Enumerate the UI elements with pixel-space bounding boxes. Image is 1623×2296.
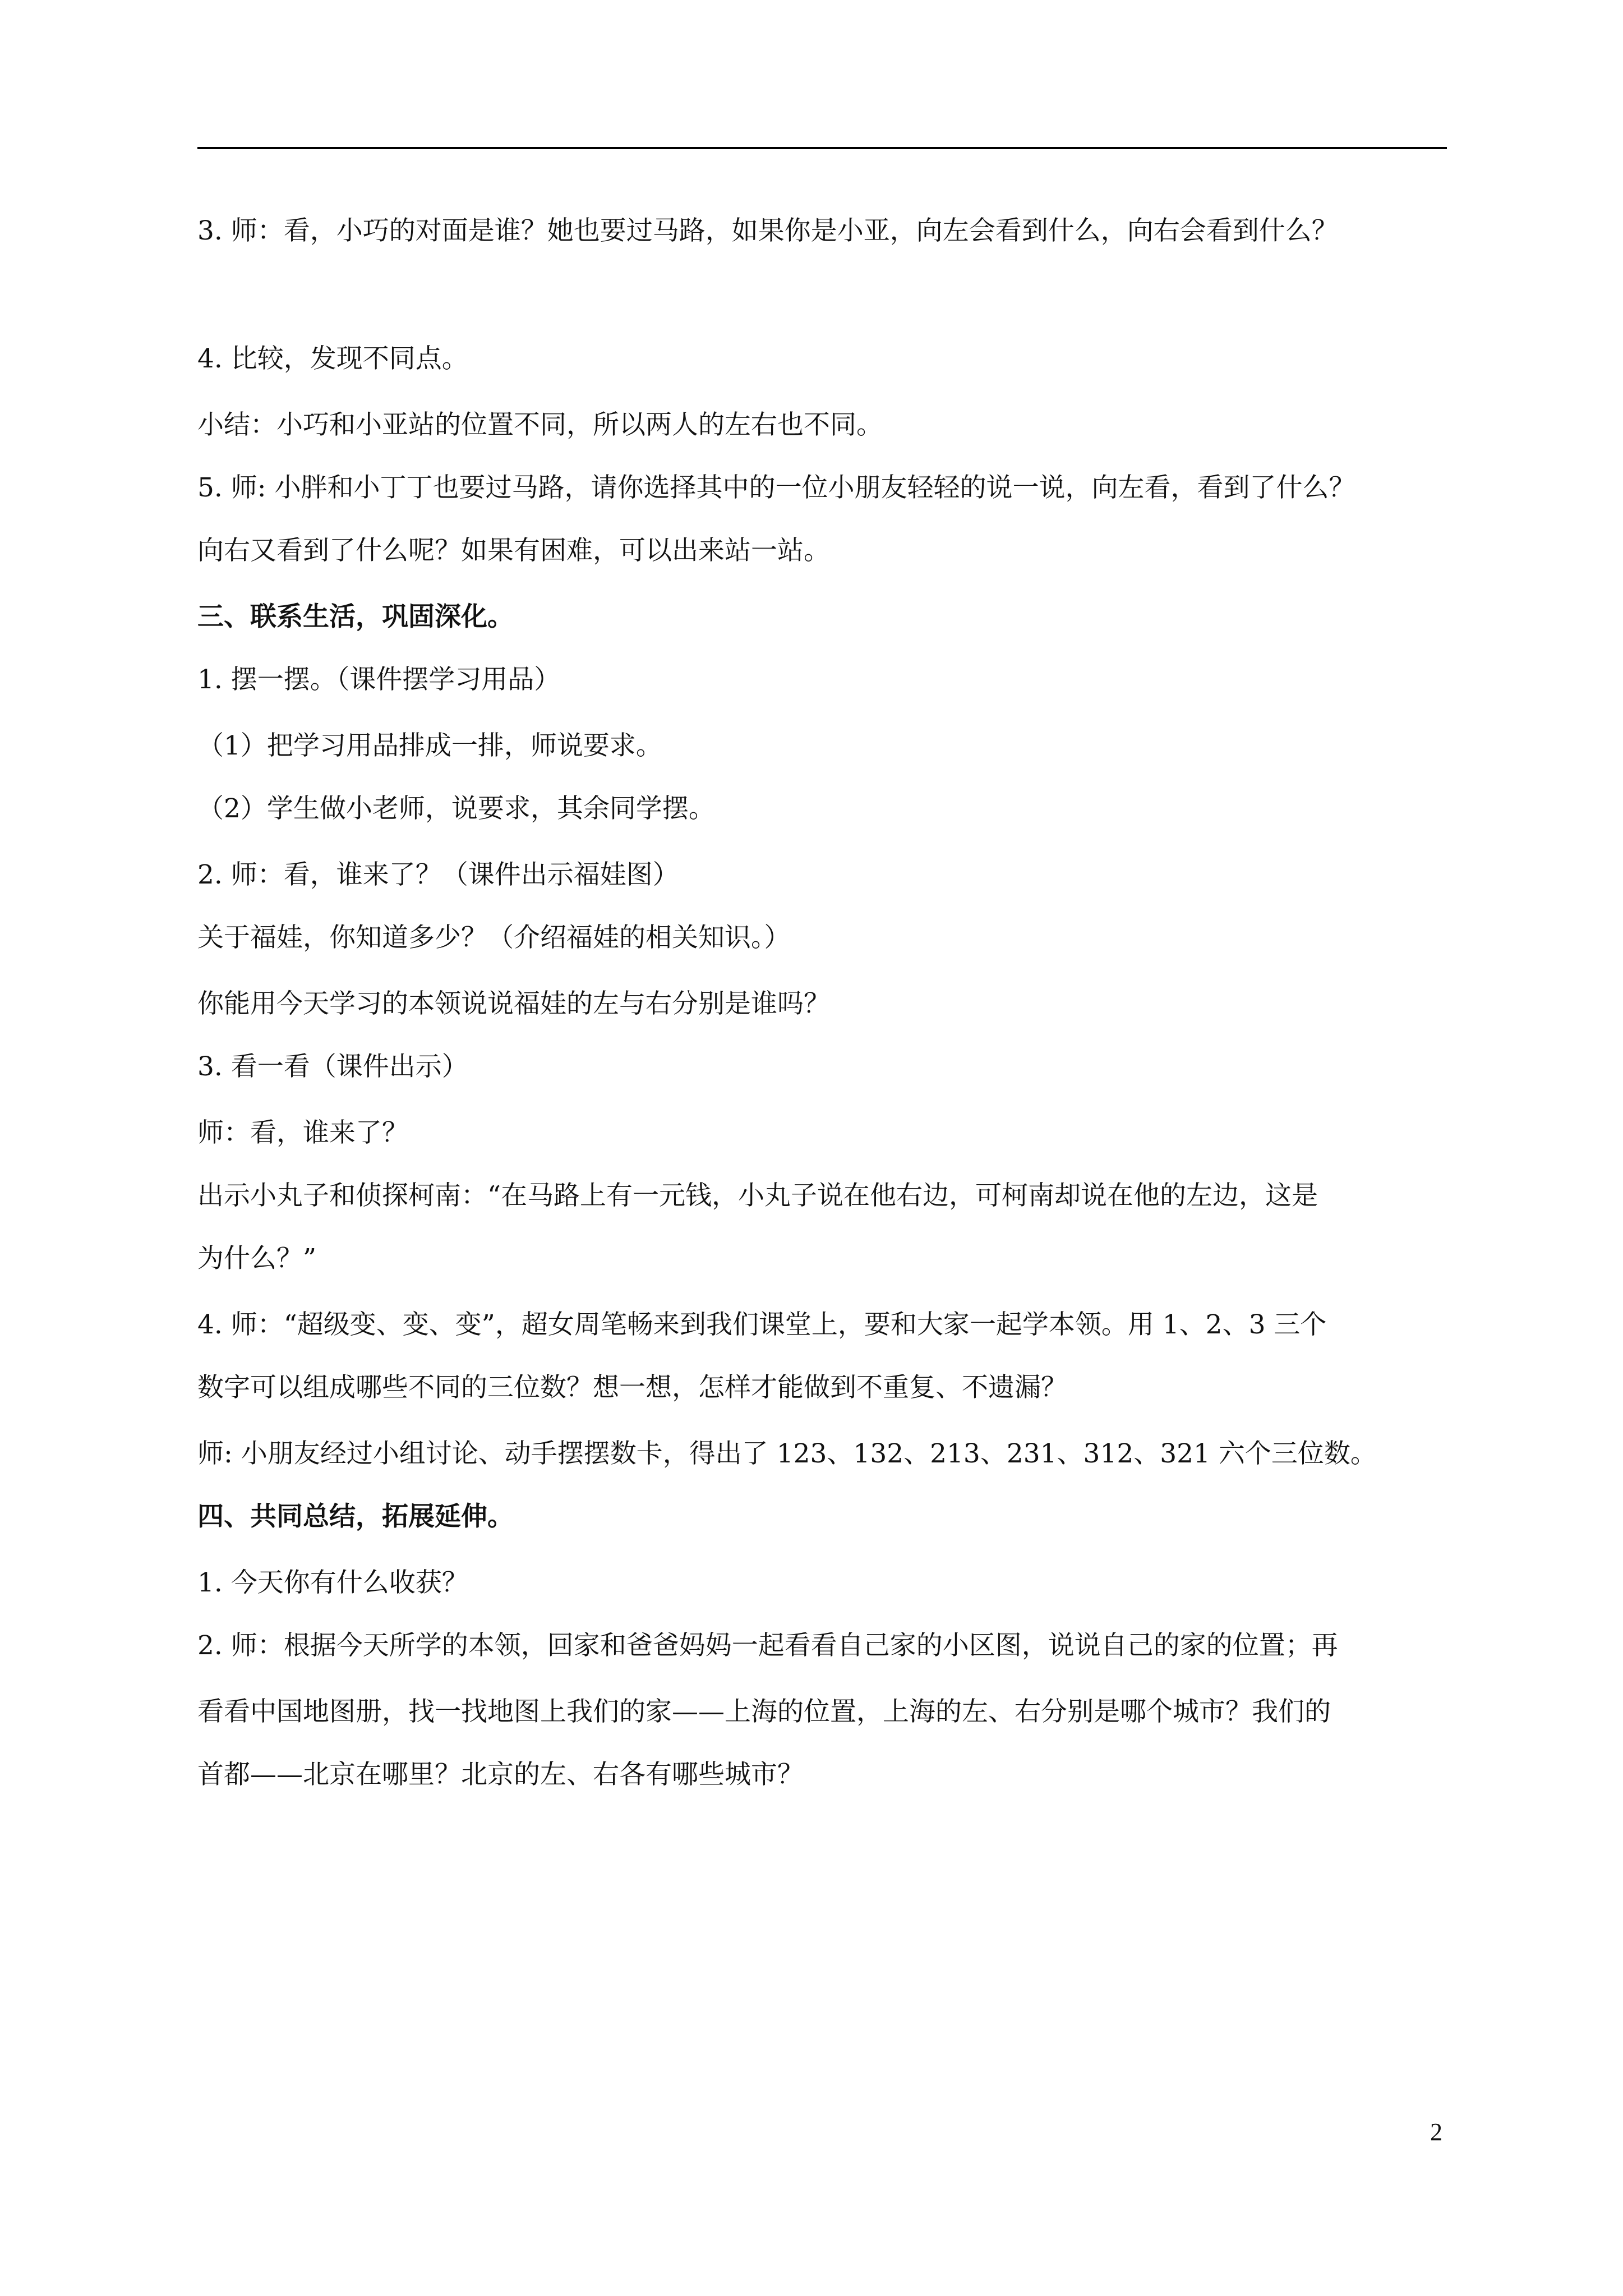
header-rule (197, 147, 1447, 149)
page-number: 2 (1430, 2118, 1442, 2146)
paragraph-line: 你能用今天学习的本领说说福娃的左与右分别是谁吗？ (197, 988, 830, 1019)
paragraph-line: 向右又看到了什么呢？如果有困难，可以出来站一站。 (197, 535, 830, 566)
section-heading: 四、共同总结，拓展延伸。 (197, 1501, 514, 1532)
paragraph-line: 小结：小巧和小亚站的位置不同，所以两人的左右也不同。 (197, 409, 883, 440)
paragraph-line: 看看中国地图册，找一找地图上我们的家——上海的位置，上海的左、右分别是哪个城市？我们的 (197, 1696, 1331, 1727)
paragraph-line: 为什么？” (197, 1243, 317, 1274)
paragraph-line: 2. 师：根据今天所学的本领，回家和爸爸妈妈一起看看自己家的小区图，说说自己的家的位置；再 (197, 1630, 1338, 1661)
paragraph-line: 1. 摆一摆。（课件摆学习用品） (197, 664, 561, 695)
paragraph-line: 师：看，谁来了？ (197, 1117, 408, 1148)
paragraph-line: 4. 师：“超级变、变、变”，超女周笔畅来到我们课堂上，要和大家一起学本领。用 1、2、3 三个 (197, 1309, 1327, 1340)
paragraph-line: 师: 小朋友经过小组讨论、动手摆摆数卡，得出了 123、132、213、231、312、321 六个三位数。 (197, 1438, 1377, 1469)
paragraph-line: 3. 看一看（课件出示） (197, 1051, 468, 1082)
paragraph-line: 数字可以组成哪些不同的三位数？想一想，怎样才能做到不重复、不遗漏？ (197, 1372, 1067, 1403)
section-heading: 三、联系生活，巩固深化。 (197, 601, 514, 632)
paragraph-line: 首都——北京在哪里？北京的左、右各有哪些城市？ (197, 1759, 804, 1790)
paragraph-line: （2）学生做小老师，说要求，其余同学摆。 (197, 793, 715, 824)
paragraph-line: 1. 今天你有什么收获？ (197, 1567, 468, 1598)
paragraph-line: 4. 比较，发现不同点。 (197, 343, 468, 374)
paragraph-line: 出示小丸子和侦探柯南：“在马路上有一元钱，小丸子说在他右边，可柯南却说在他的左边，这是 (197, 1180, 1318, 1211)
paragraph-line: 3. 师：看，小巧的对面是谁？她也要过马路，如果你是小亚，向左会看到什么，向右会看到什么？ (197, 215, 1338, 246)
paragraph-line: 5. 师: 小胖和小丁丁也要过马路，请你选择其中的一位小朋友轻轻的说一说，向左看，看到了什么？ (197, 472, 1355, 503)
paragraph-line: 关于福娃，你知道多少？（介绍福娃的相关知识。） (197, 922, 791, 953)
paragraph-line: 2. 师：看，谁来了？（课件出示福娃图） (197, 859, 679, 890)
paragraph-line: （1）把学习用品排成一排，师说要求。 (197, 730, 662, 761)
